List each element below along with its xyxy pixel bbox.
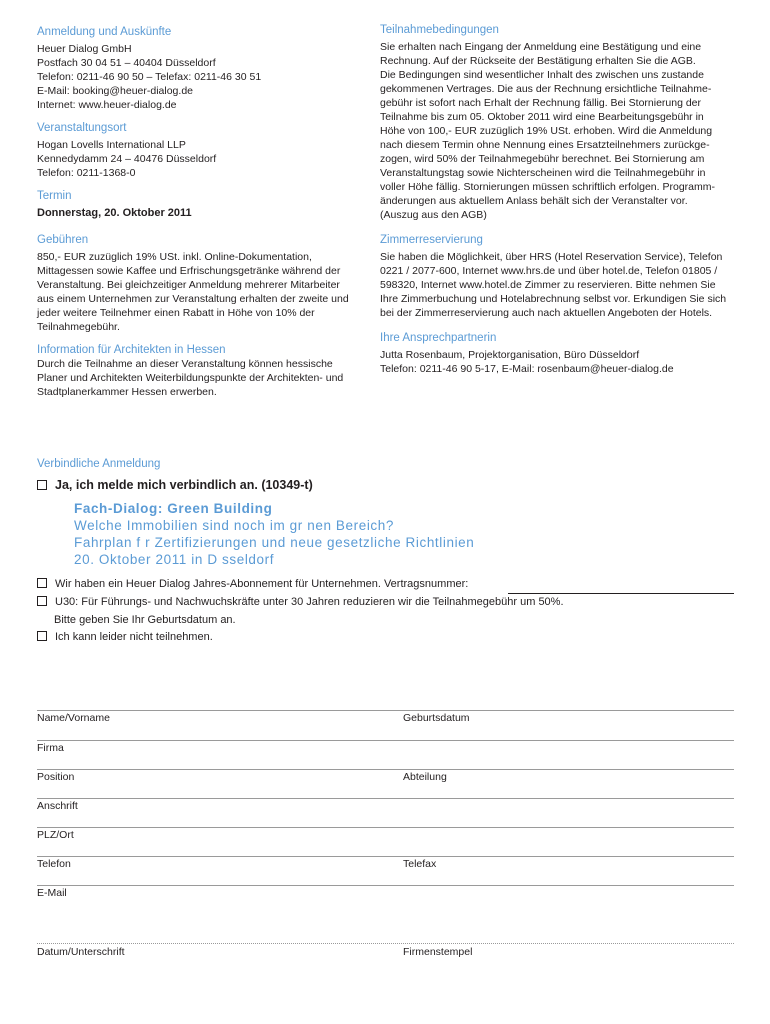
telefon-field[interactable]: Telefon [37,858,71,870]
option-u30[interactable] [37,596,564,608]
signature-line [37,943,734,944]
termin-date: Donnerstag, 20. Oktober 2011 [37,207,192,219]
firmenstempel-field[interactable]: Firmenstempel [403,946,473,958]
checkbox-abonnement[interactable] [37,578,47,588]
geburtsdatum-field[interactable]: Geburtsdatum [403,712,470,724]
option-abonnement[interactable] [37,578,468,590]
divider [37,710,734,711]
text-line: Hogan Lovells International LLP [37,139,186,151]
divider [37,856,734,857]
event-subtitle-2: Fahrplan f r Zertifizierungen und neue gesetzliche Richtlinien [74,535,475,550]
telefax-field[interactable]: Telefax [403,858,437,870]
heading-anmeldung: Anmeldung und Auskünfte [37,26,172,38]
text-line: gebühr ist sofort nach Erhalt der Rechnung fällig. Bei Stornierung der [380,97,702,109]
text-line: nach diesem Termin ohne Nennung eines Ersatzteilnehmers zurückge- [380,139,710,151]
anschrift-field[interactable]: Anschrift [37,800,78,812]
option-absage-label: Ich kann leider nicht teilnehmen. [55,631,213,643]
vertragsnummer-field[interactable] [508,593,734,594]
checkbox-u30[interactable] [37,596,47,606]
section-bedingungen [380,24,740,222]
text-line: (Auszug aus den AGB) [380,209,487,221]
ort-text [37,138,367,180]
text-line: aus einem Unternehmen zur Veranstaltung erhalten der zweite und [37,293,349,305]
option-anmelden[interactable] [37,478,313,492]
text-line: gekommenen Vertrages. Die aus der Rechnung ersichtliche Teilnahme- [380,83,712,95]
text-line: Sie erhalten nach Eingang der Anmeldung eine Bestätigung und eine [380,41,702,53]
text-line: bei der Zimmerreservierung auch nach aktuellen Angeboten der Hotels. [380,307,713,319]
text-line: Jutta Rosenbaum, Projektorganisation, Büro Düsseldorf [380,349,640,361]
gebuehren-text [37,250,367,334]
text-line: Internet: www.heuer-dialog.de [37,99,177,111]
heading-termin: Termin [37,190,72,202]
section-ansprech [380,332,740,376]
anmeldung-text [37,42,367,112]
architekten-text [37,357,367,399]
divider [37,769,734,770]
text-line: 598320, Internet www.hotel.de Zimmer zu reservieren. Bitte nehmen Sie [380,279,716,291]
event-subtitle: Welche Immobilien sind noch im gr nen Bereich? [74,518,394,533]
text-line: Sie haben die Möglichkeit, über HRS (Hotel Reservation Service), Telefon [380,251,723,263]
text-line: Planer und Architekten Weiterbildungspunkte der Architekten- und [37,372,344,384]
option-abonnement-label: Wir haben ein Heuer Dialog Jahres-Abonnement für Unternehmen. Vertragsnummer: [55,578,469,590]
event-title-block [74,500,474,568]
zimmer-text [380,250,740,320]
text-line: Stadtplanerkammer Hessen erwerben. [37,386,217,398]
text-line: Kennedydamm 24 – 40476 Düsseldorf [37,153,217,165]
section-termin [37,190,367,220]
option-anmelden-label: Ja, ich melde mich verbindlich an. (10349-t) [55,478,313,492]
text-line: jeder weitere Teilnehmer einen Rabatt in Höhe von 10% der [37,307,315,319]
heading-gebuehren: Gebühren [37,234,89,246]
heading-ort: Veranstaltungsort [37,122,127,134]
event-date: 20. Oktober 2011 in D sseldorf [74,552,275,567]
event-title: Fach-Dialog: Green Building [74,501,273,516]
abteilung-field[interactable]: Abteilung [403,771,447,783]
option-u30-note: Bitte geben Sie Ihr Geburtsdatum an. [54,614,236,626]
divider [37,740,734,741]
heading-ansprech: Ihre Ansprechpartnerin [380,332,497,344]
divider [37,798,734,799]
text-line: Ihre Zimmerbuchung und Hotelabrechnung selbst vor. Erkundigen Sie sich [380,293,727,305]
heading-verbindliche-anmeldung: Verbindliche Anmeldung [37,458,161,470]
text-line: Teilnahmegebühr. [37,321,120,333]
datum-unterschrift-field[interactable]: Datum/Unterschrift [37,946,125,958]
ansprech-text [380,348,740,376]
text-line: E-Mail: booking@heuer-dialog.de [37,85,193,97]
divider [37,885,734,886]
text-line: voller Höhe fällig. Stornierungen müssen schriftlich erfolgen. Programm- [380,181,715,193]
text-line: zogen, wird 50% der Teilnahmegebühr berechnet. Bei Stornierung am [380,153,705,165]
checkbox-absage[interactable] [37,631,47,641]
text-line: Telefon: 0211-46 90 50 – Telefax: 0211-46 30 51 [37,71,262,83]
left-column [37,26,367,399]
heading-architekten: Information für Architekten in Hessen [37,344,226,356]
section-ort [37,122,367,180]
text-line: Veranstaltung. Bei gleichzeitiger Anmeldung mehrerer Mitarbeiter [37,279,340,291]
divider [37,827,734,828]
checkbox-anmelden[interactable] [37,480,47,490]
text-line: Veranstaltungstag sowie Nichterscheinen wird die Teilnahmegebühr in [380,167,706,179]
text-line: Teilnahme bis zum 05. Oktober 2011 wird eine Bearbeitungsgebühr in [380,111,704,123]
text-line: 850,- EUR zuzüglich 19% USt. inkl. Online-Dokumentation, [37,251,312,263]
heading-bedingungen: Teilnahmebedingungen [380,24,499,36]
position-field[interactable]: Position [37,771,75,783]
text-line: Mittagessen sowie Kaffee und Erfrischungsgetränke während der [37,265,341,277]
heading-zimmer: Zimmerreservierung [380,234,483,246]
text-line: Rechnung. Auf der Rückseite der Bestätigung erhalten Sie die AGB. [380,55,696,67]
section-zimmer [380,234,740,320]
text-line: Postfach 30 04 51 – 40404 Düsseldorf [37,57,216,69]
text-line: 0221 / 2077-600, Internet www.hrs.de und über hotel.de, Telefon 01805 / [380,265,718,277]
text-line: änderungen aus aktuellem Anlass behält sich der Veranstalter vor. [380,195,688,207]
text-line: Telefon: 0211-46 90 5-17, E-Mail: rosenbaum@heuer-dialog.de [380,363,674,375]
name-field[interactable]: Name/Vorname [37,712,110,724]
firma-field[interactable]: Firma [37,742,64,754]
section-gebuehren [37,234,367,334]
right-column [380,24,740,376]
text-line: Durch die Teilnahme an dieser Veranstaltung können hessische [37,358,333,370]
text-line: Telefon: 0211-1368-0 [37,167,136,179]
option-absage[interactable] [37,631,213,643]
text-line: Höhe von 100,- EUR zuzüglich 19% USt. erhoben. Wird die Anmeldung [380,125,713,137]
text-line: Heuer Dialog GmbH [37,43,132,55]
option-u30-label: U30: Für Führungs- und Nachwuchskräfte unter 30 Jahren reduzieren wir die Teilnahmegebühr um 50%. [55,596,564,608]
bedingungen-text [380,40,740,222]
email-field[interactable]: E-Mail [37,887,67,899]
section-architekten [37,344,367,399]
plz-ort-field[interactable]: PLZ/Ort [37,829,74,841]
section-anmeldung [37,26,367,112]
text-line: Die Bedingungen sind wesentlicher Inhalt des zwischen uns zustande [380,69,704,81]
